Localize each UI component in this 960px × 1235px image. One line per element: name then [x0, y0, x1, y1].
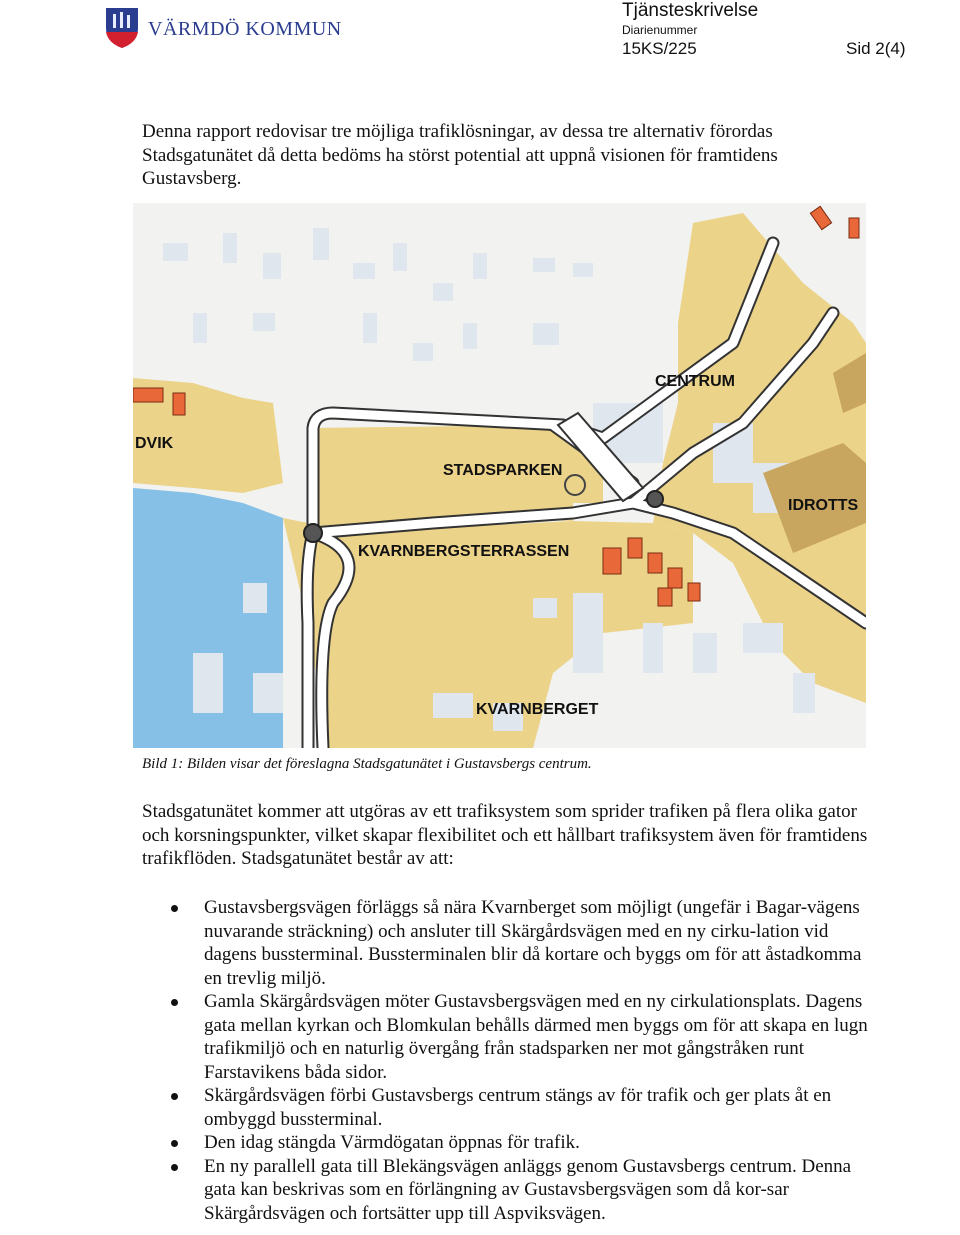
map-label-kvarnberget: KVARNBERGET: [476, 701, 599, 718]
page-number: Sid 2(4): [846, 39, 906, 58]
list-item-text: Skärgårdsvägen förbi Gustavsbergs centrum stängs av för trafik och ger plats åt en ombyggd bussterminal.: [204, 1085, 832, 1130]
list-item: [166, 1155, 876, 1226]
bullet-icon: [171, 1140, 178, 1147]
list-item-text: Gustavsbergsvägen förläggs så nära Kvarnberget som möjligt (ungefär i Bagar-vägens nuvarande sträckning) och ansluter till Skärgårdsvägen med en ny cirku-lation vid dagens bussterminal. Bussterminalen blir då kortare och byggs om för att åstadkomma en trevlig miljö.: [204, 897, 862, 989]
map-label-kvarnbergsterrassen: KVARNBERGSTERRASSEN: [358, 543, 570, 560]
intro-paragraph: Denna rapport redovisar tre möjliga trafiklösningar, av dessa tre alternativ förordas Stadsgatunätet då detta bedöms ha störst potential att uppnå visionen för framtidens Gustavsberg.: [142, 121, 778, 189]
bullet-icon: [171, 1164, 178, 1171]
figure-caption: Bild 1: Bilden visar det föreslagna Stadsgatunätet i Gustavsbergs centrum.: [142, 756, 592, 772]
traffic-map: [133, 203, 866, 748]
bullet-icon: [171, 1093, 178, 1100]
roundabout-east: [647, 491, 663, 507]
bullet-icon: [171, 905, 178, 912]
list-item-text: Gamla Skärgårdsvägen möter Gustavsbergsvägen med en ny cirkulationsplats. Dagens gata mellan kyrkan och Blomkulan behålls därmed men byggs om för att skapa en lugn trafikmiljö och en naturlig övergång från stadsparken ner mot gångstråken runt Farstavikens båda sidor.: [204, 991, 868, 1083]
map-label-dvik: DVIK: [135, 435, 174, 452]
bullet-icon: [171, 999, 178, 1006]
document-type: Tjänsteskrivelse: [622, 0, 759, 21]
diarienummer: 15KS/225: [622, 39, 697, 58]
org-name: VÄRMDÖ KOMMUN: [148, 18, 342, 40]
body-paragraph: Stadsgatunätet kommer att utgöras av ett trafiksystem som sprider trafiken på flera olika gator och korsningspunkter, vilket skapar flexibilitet och ett hållbart trafiksystem även för framtidens trafikflöden. Stadsgatunätet består av att:: [142, 801, 868, 869]
list-item-text: En ny parallell gata till Blekängsvägen anläggs genom Gustavsbergs centrum. Denna gata kan beskrivas som en förlängning av Gustavsbergsvägen som då kor-sar Skärgårdsvägen och fortsätter upp till Aspviksvägen.: [204, 1155, 852, 1224]
bullet-list: [166, 896, 876, 1225]
list-item-text: Den idag stängda Värmdögatan öppnas för trafik.: [204, 1132, 580, 1153]
municipality-logo: [104, 6, 344, 52]
list-item: [166, 1131, 876, 1155]
diarienummer-label: Diarienummer: [622, 23, 698, 37]
map-label-idrotts: IDROTTS: [788, 497, 859, 514]
map-label-centrum: CENTRUM: [655, 373, 735, 390]
list-item: [166, 990, 876, 1084]
coat-of-arms-icon: [104, 6, 140, 50]
list-item: [166, 896, 876, 990]
map-label-stadsparken: STADSPARKEN: [443, 462, 563, 479]
list-item: [166, 1084, 876, 1131]
roundabout-west: [304, 524, 322, 542]
